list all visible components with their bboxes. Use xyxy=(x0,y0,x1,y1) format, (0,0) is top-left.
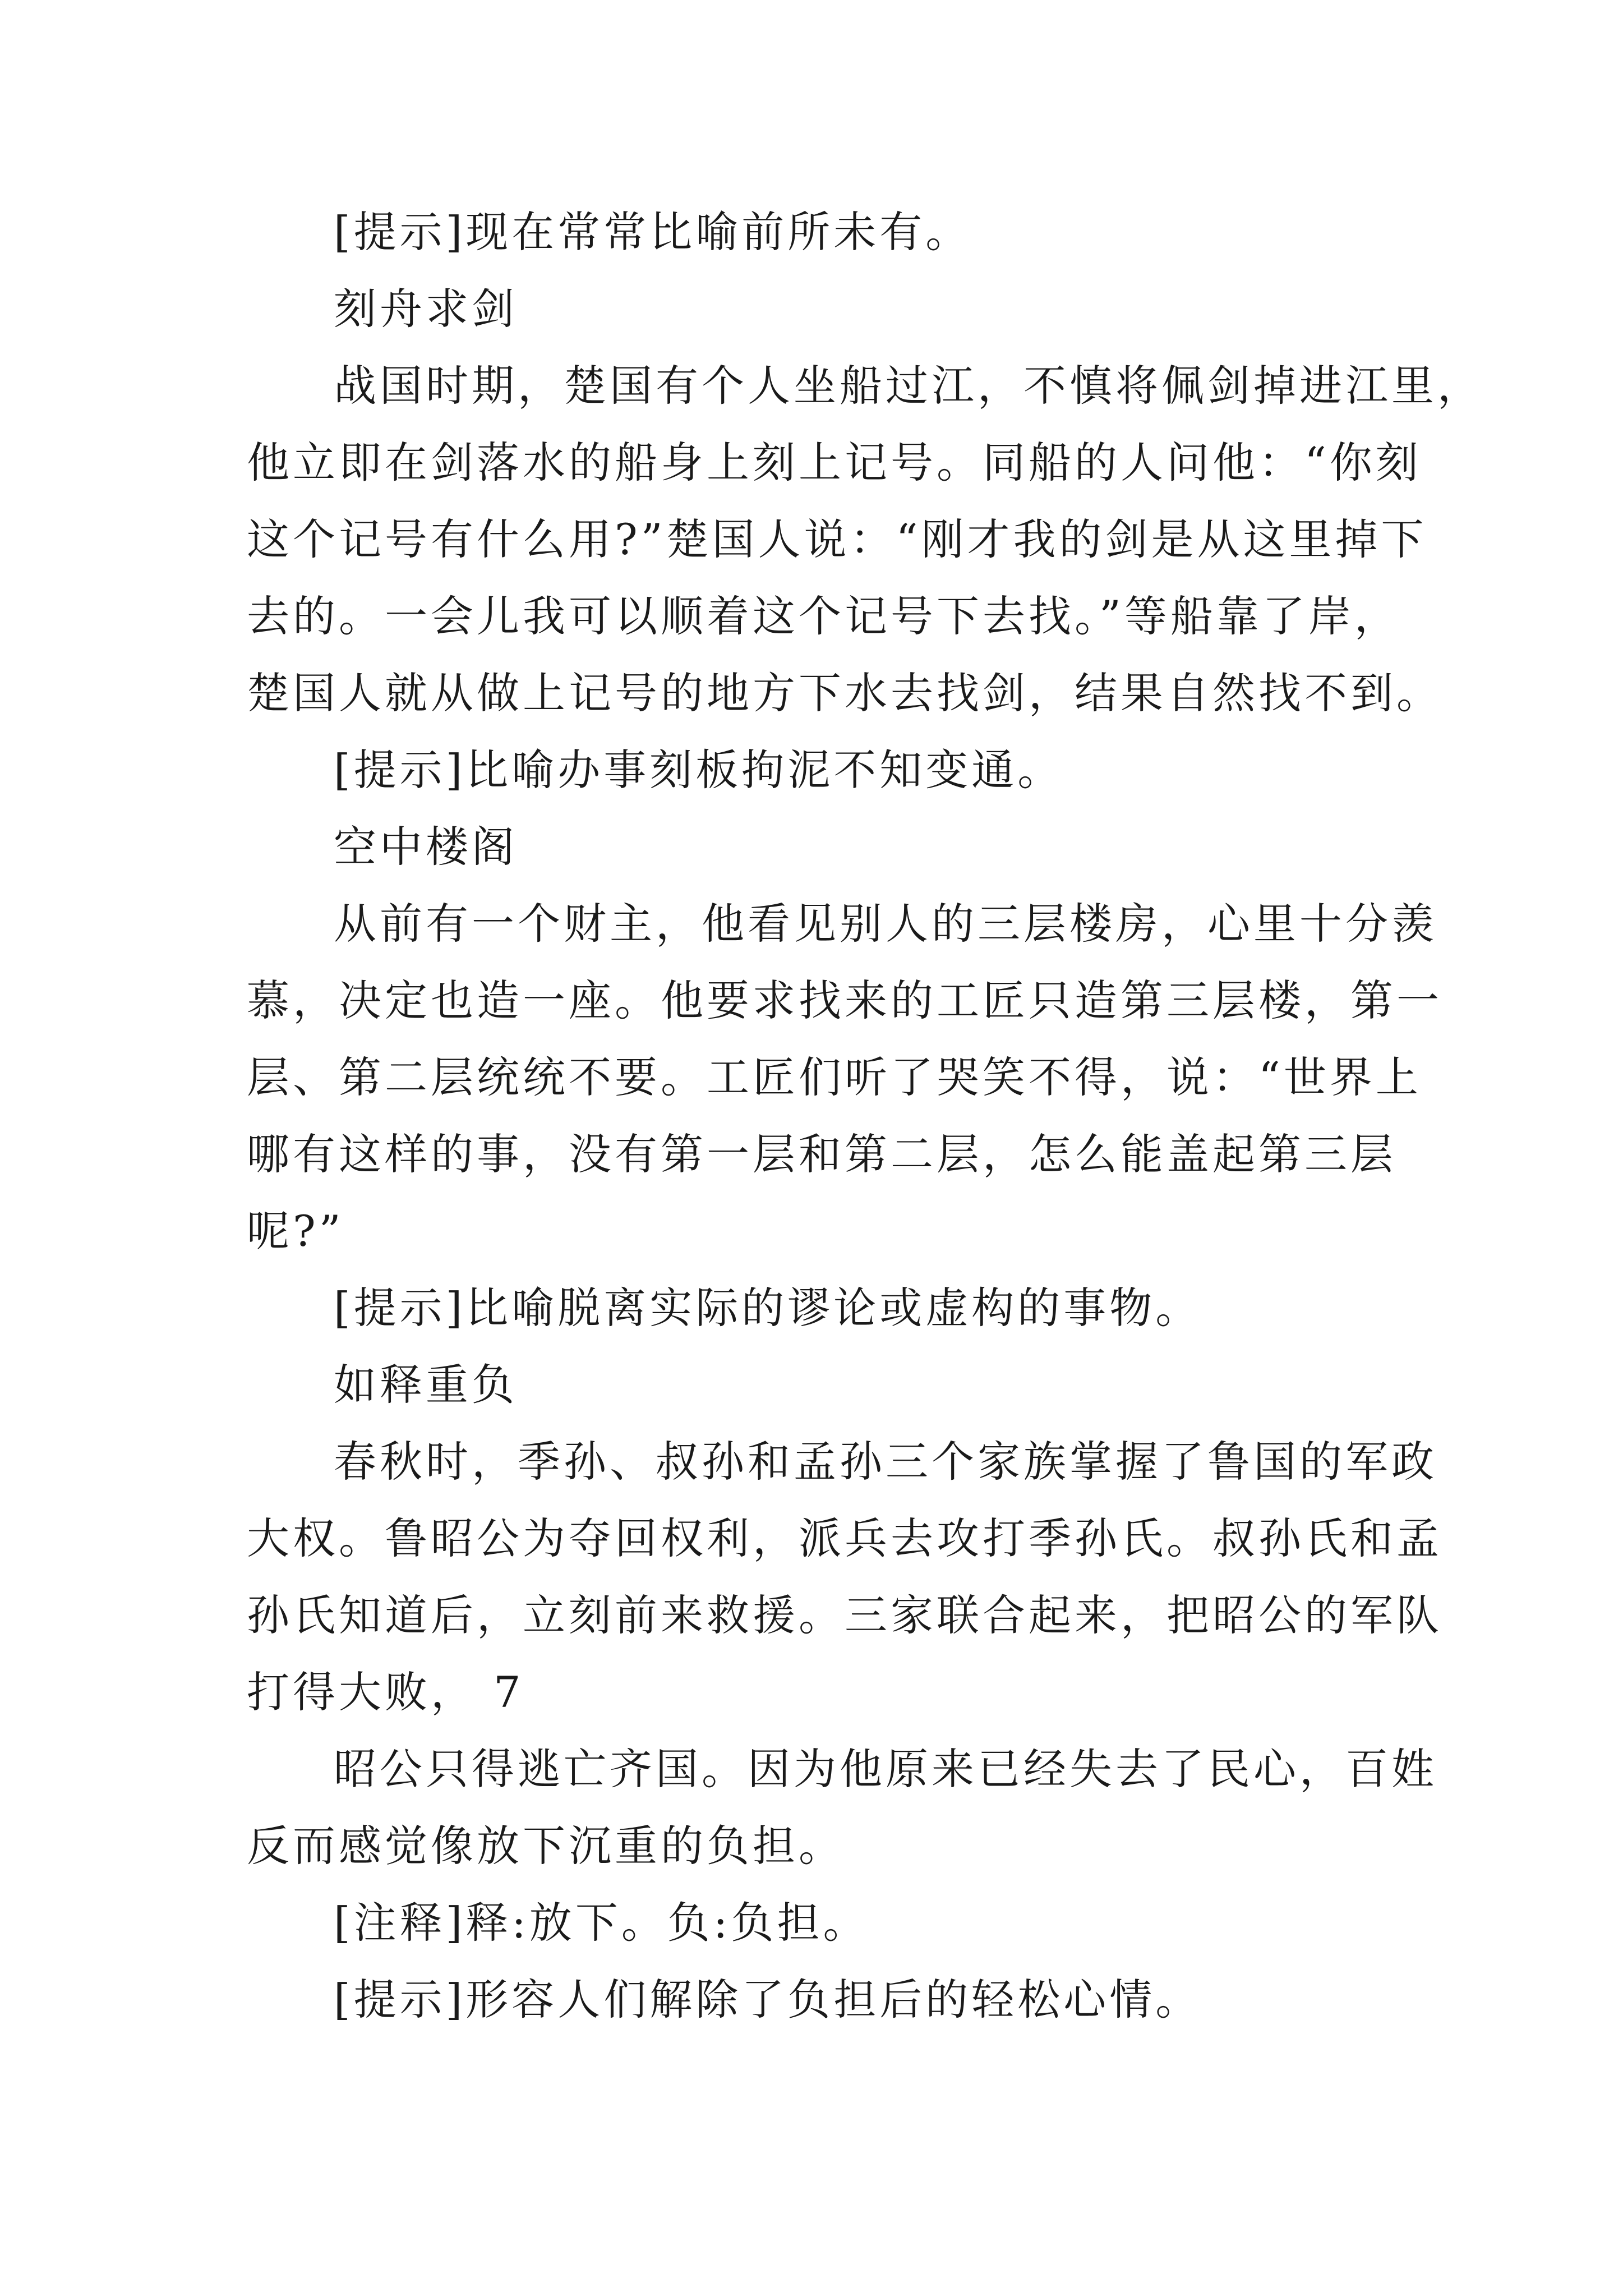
idiom-title: 刻舟求剑 xyxy=(334,284,518,334)
story-line: 哪有这样的事，没有第一层和第二层，怎么能盖起第三层 xyxy=(247,1129,1396,1179)
story-line: 昭公只得逃亡齐国。因为他原来已经失去了民心，百姓 xyxy=(334,1744,1437,1794)
story-line: 这个记号有什么用?”楚国人说：“刚才我的剑是从这里掉下 xyxy=(247,514,1427,564)
story-line: 从前有一个财主，他看见别人的三层楼房，心里十分羡 xyxy=(334,899,1437,949)
story-line: 他立即在剑落水的船身上刻上记号。同船的人问他：“你刻 xyxy=(247,438,1422,487)
hint-line: [提示]形容人们解除了负担后的轻松心情。 xyxy=(334,1975,1202,2024)
idiom-title: 如释重负 xyxy=(334,1360,518,1410)
story-line: 去的。一会儿我可以顺着这个记号下去找。”等船靠了岸， xyxy=(247,591,1400,641)
document-body xyxy=(247,194,1483,2038)
story-line: 楚国人就从做上记号的地方下水去找剑，结果自然找不到。 xyxy=(247,668,1442,718)
idiom-title: 空中楼阁 xyxy=(334,822,518,872)
story-line: 呢?” xyxy=(247,1206,344,1256)
story-line: 层、第二层统统不要。工匠们听了哭笑不得，说：“世界上 xyxy=(247,1052,1422,1102)
hint-line: [提示]现在常常比喻前所未有。 xyxy=(334,207,972,257)
story-line: 反而感觉像放下沉重的负担。 xyxy=(247,1821,845,1871)
note-line: [注释]释:放下。负:负担。 xyxy=(334,1898,869,1948)
story-line: 战国时期，楚国有个人坐船过江，不慎将佩剑掉进江里， xyxy=(334,361,1483,411)
story-line: 大权。鲁昭公为夺回权利，派兵去攻打季孙氏。叔孙氏和孟 xyxy=(247,1513,1442,1563)
story-line: 慕，决定也造一座。他要求找来的工匠只造第三层楼，第一 xyxy=(247,976,1442,1025)
story-line: 孙氏知道后，立刻前来救援。三家联合起来，把昭公的军队 xyxy=(247,1590,1442,1640)
story-line: 春秋时，季孙、叔孙和孟孙三个家族掌握了鲁国的军政 xyxy=(334,1437,1437,1487)
story-line: 打得大败， 7 xyxy=(247,1667,524,1717)
hint-line: [提示]比喻办事刻板拘泥不知变通。 xyxy=(334,745,1064,795)
hint-line: [提示]比喻脱离实际的谬论或虚构的事物。 xyxy=(334,1283,1202,1333)
